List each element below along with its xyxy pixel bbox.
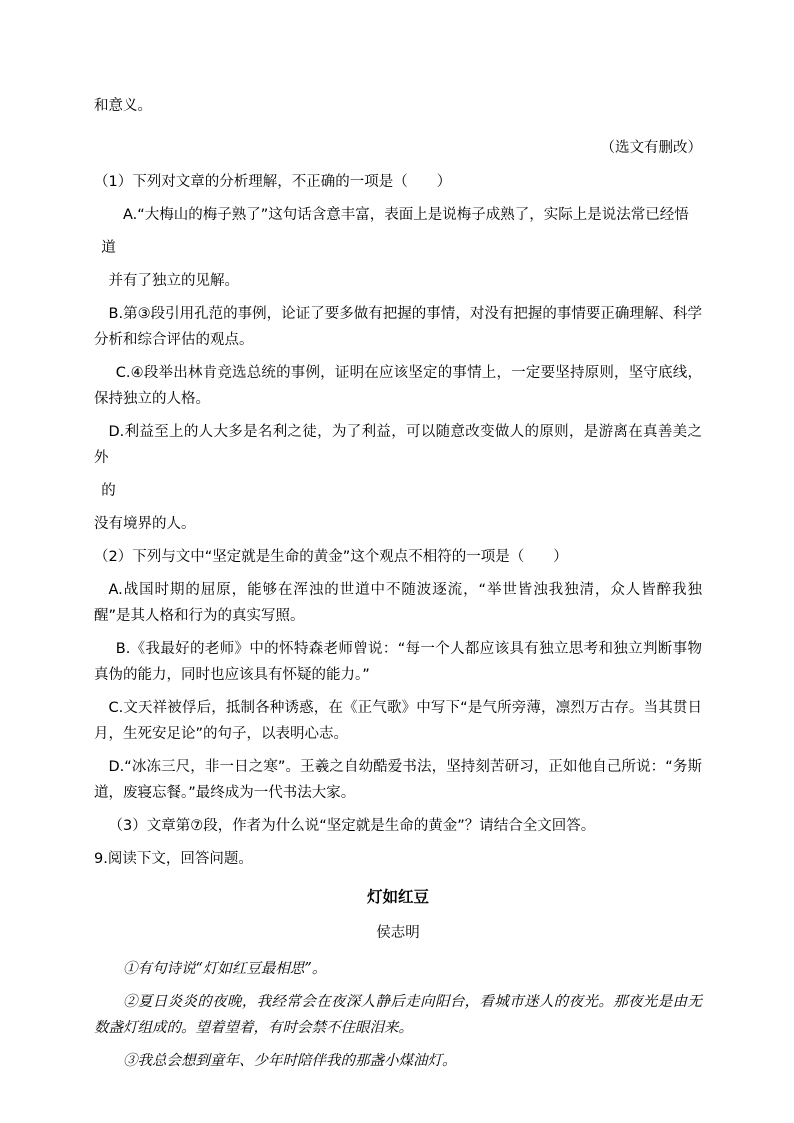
paragraph: B.第③段引用孔范的事例，论证了要多做有把握的事情，对没有把握的事情要正确理解、科学分析和综合评估的观点。 bbox=[94, 306, 702, 348]
paragraph: 的 bbox=[101, 483, 116, 499]
paragraph: A.“大梅山的梅子熟了”这句话含意丰富，表面上是说梅子成熟了，实际上是说法常已经悟 bbox=[123, 207, 689, 223]
essay-author: 侯志明 bbox=[376, 925, 420, 941]
paragraph: C.④段举出林肯竞选总统的事例，证明在应该坚定的事情上，一定要坚持原则，坚守底线，保持独立的人格。 bbox=[94, 365, 702, 407]
paragraph: D.“冰冻三尺，非一日之寒”。王羲之自幼酷爱书法，坚持刻苦研习，正如他自己所说：“务斯道，废寝忘餐。”最终成为一代书法大家。 bbox=[94, 759, 702, 801]
paragraph: 并有了独立的见解。 bbox=[108, 273, 239, 289]
paragraph: 道 bbox=[101, 240, 116, 256]
source-note: （选文有删改） bbox=[600, 140, 702, 156]
paragraph: 没有境界的人。 bbox=[94, 516, 196, 532]
paragraph: D.利益至上的人大多是名利之徒，为了利益，可以随意改变做人的原则，是游离在真善美之外 bbox=[94, 424, 702, 466]
essay-paragraph: ①有句诗说“灯如红豆最相思”。 bbox=[123, 961, 327, 977]
paragraph: （2）下列与文中“坚定就是生命的黄金”这个观点不相符的一项是（ ） bbox=[94, 549, 568, 565]
paragraph: （3）文章第⑦段，作者为什么说“坚定就是生命的黄金”？请结合全文回答。 bbox=[108, 818, 596, 834]
paragraph: C.文天祥被俘后，抵制各种诱惑，在《正气歌》中写下“是气所旁薄，凛烈万古存。当其贯日月，生死安足论”的句子，以表明心志。 bbox=[94, 700, 702, 742]
essay-paragraph: ③我总会想到童年、少年时陪伴我的那盏小煤油灯。 bbox=[123, 1053, 457, 1069]
paragraph: 9.阅读下文，回答问题。 bbox=[94, 851, 253, 867]
paragraph: B.《我最好的老师》中的怀特森老师曾说：“每一个人都应该具有独立思考和独立判断事物真伪的能力，同时也应该具有怀疑的能力。” bbox=[94, 641, 702, 683]
paragraph: （1）下列对文章的分析理解，不正确的一项是（ ） bbox=[94, 174, 452, 190]
document-body bbox=[94, 93, 702, 1074]
essay-title: 灯如红豆 bbox=[366, 888, 429, 906]
paragraph: A.战国时期的屈原，能够在浑浊的世道中不随波逐流，“举世皆浊我独清，众人皆醉我独醒”是其人格和行为的真实写照。 bbox=[94, 582, 702, 624]
essay-paragraph: ②夏日炎炎的夜晚，我经常会在夜深人静后走向阳台，看城市迷人的夜光。那夜光是由无数盏灯组成的。望着望着，有时会禁不住眼泪来。 bbox=[94, 994, 702, 1036]
paragraph: 和意义。 bbox=[94, 98, 152, 114]
